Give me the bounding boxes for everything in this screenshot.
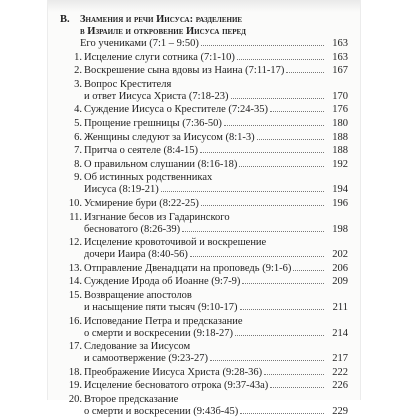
entry-title: Воскрешение сына вдовы из Наина (7:11-17) <box>84 65 285 77</box>
entry-title: Преображение Иисуса Христа (9:28-36) <box>84 366 263 378</box>
dot-leader <box>161 191 324 192</box>
book-page <box>48 0 360 417</box>
dot-leader <box>231 98 324 99</box>
toc-entry <box>48 341 360 365</box>
table-of-contents <box>48 14 360 418</box>
entry-number: 9. <box>74 172 82 184</box>
entry-last-line <box>84 406 360 418</box>
entry-title: Исцеление слуги сотника (7:1-10) <box>84 51 235 63</box>
toc-entry <box>48 52 360 64</box>
page-number: 194 <box>332 184 348 196</box>
entry-number: 13. <box>68 262 82 274</box>
entry-number: 8. <box>74 158 82 170</box>
entry-number: 4. <box>74 104 82 116</box>
dot-leader <box>240 413 324 414</box>
toc-entry <box>48 237 360 261</box>
entry-last-line <box>84 367 360 379</box>
page-number: 170 <box>332 90 348 102</box>
entry-number: 2. <box>74 65 82 77</box>
page-number: 211 <box>332 301 348 313</box>
toc-entry <box>48 290 360 314</box>
page-number: 209 <box>332 276 348 288</box>
dot-leader <box>264 374 324 375</box>
page-number: 229 <box>332 405 348 417</box>
page-number: 226 <box>332 380 348 392</box>
dot-leader <box>237 59 324 60</box>
dot-leader <box>270 387 324 388</box>
entry-last-line <box>84 328 360 340</box>
dot-leader <box>201 45 324 46</box>
entry-last-line <box>84 184 360 196</box>
toc-entry <box>48 65 360 77</box>
dot-leader <box>201 205 324 206</box>
page-number: 217 <box>332 353 348 365</box>
toc-entry <box>48 118 360 130</box>
dot-leader <box>182 231 324 232</box>
entry-title-line: Следование за Иисусом <box>84 341 191 353</box>
page-number: 214 <box>332 327 348 339</box>
toc-entry <box>48 380 360 392</box>
entry-last-line <box>84 276 360 288</box>
toc-entry <box>48 159 360 171</box>
entry-title-line: Возвращение апостолов <box>84 289 192 301</box>
page-number: 167 <box>332 65 348 77</box>
page-number: 180 <box>332 117 348 129</box>
entry-title: Отправление Двенадцати на проповедь (9:1-6) <box>84 262 292 274</box>
toc-entry <box>48 104 360 116</box>
toc-entry <box>48 145 360 157</box>
entry-number: 19. <box>68 380 82 392</box>
page-number: 188 <box>332 145 348 157</box>
dot-leader <box>235 335 324 336</box>
page-number: 202 <box>332 249 348 261</box>
entry-number: 7. <box>74 145 82 157</box>
page-number: 198 <box>332 223 348 235</box>
toc-entry <box>48 212 360 236</box>
entry-title: Суждение Иисуса о Крестителе (7:24-35) <box>84 104 269 116</box>
section-title-line: в Израиле и откровение Иисуса перед <box>80 26 246 37</box>
entry-title-line: Второе предсказание <box>84 393 179 405</box>
entry-title-line: Об истинных родственниках <box>84 172 213 184</box>
previous-page-bleed <box>48 0 360 12</box>
section-heading <box>48 14 360 50</box>
toc-entry <box>48 367 360 379</box>
entry-number: 18. <box>68 366 82 378</box>
entry-last-line <box>84 118 360 130</box>
dot-leader <box>257 139 324 140</box>
entry-title: и насыщение пяти тысяч (9:10-17) <box>84 301 238 313</box>
toc-entry <box>48 276 360 288</box>
entry-title: Женщины следуют за Иисусом (8:1-3) <box>84 131 255 143</box>
entry-title-line: Изгнание бесов из Гадаринского <box>84 211 230 223</box>
entry-number: 12. <box>68 237 82 249</box>
entry-last-line <box>84 159 360 171</box>
page-number: 163 <box>332 51 348 63</box>
entry-title: Усмирение бури (8:22-25) <box>84 197 199 209</box>
section-title-text: Его учениками (7:1 – 9:50) <box>80 38 199 49</box>
section-title-line: Знамения и речи Иисуса: разделение <box>80 14 243 25</box>
entry-title: о смерти и воскресении (9:43б-45) <box>84 405 239 417</box>
entry-last-line <box>84 263 360 275</box>
entry-last-line <box>84 198 360 210</box>
entry-title: Прощение грешницы (7:36-50) <box>84 117 222 129</box>
section-title-last-line <box>80 38 360 50</box>
dot-leader <box>239 166 324 167</box>
entry-title: бесноватого (8:26-39) <box>84 223 181 235</box>
dot-leader <box>210 360 324 361</box>
section-number: B. <box>60 14 70 25</box>
entry-last-line <box>84 302 360 314</box>
entry-last-line <box>84 104 360 116</box>
dot-leader <box>240 309 325 310</box>
entry-title: и самоотвержение (9:23-27) <box>84 353 209 365</box>
entry-title: Притча о сеятеле (8:4-15) <box>84 145 198 157</box>
entry-last-line <box>84 380 360 392</box>
entry-list <box>48 52 360 418</box>
entry-title: о смерти и воскресении (9:18-27) <box>84 327 233 339</box>
entry-last-line <box>84 52 360 64</box>
entry-title: дочери Иаира (8:40-56) <box>84 249 188 261</box>
entry-number: 16. <box>68 315 82 327</box>
entry-last-line <box>84 91 360 103</box>
entry-number: 11. <box>69 211 82 223</box>
entry-number: 5. <box>74 117 82 129</box>
page-number: 222 <box>332 366 348 378</box>
entry-number: 6. <box>74 131 82 143</box>
entry-title: и ответ Иисуса Христа (7:18-23) <box>84 90 229 102</box>
dot-leader <box>270 111 324 112</box>
entry-number: 1. <box>74 51 82 63</box>
entry-title: Иисуса (8:19-21) <box>84 184 159 196</box>
dot-leader <box>200 152 324 153</box>
entry-title: Суждение Ирода об Иоанне (9:7-9) <box>84 276 241 288</box>
toc-entry <box>48 198 360 210</box>
entry-last-line <box>84 132 360 144</box>
dot-leader <box>190 256 324 257</box>
entry-number: 15. <box>68 289 82 301</box>
entry-number: 20. <box>68 393 82 405</box>
entry-title-line: Исцеление кровоточивой и воскрешение <box>84 237 267 249</box>
entry-number: 10. <box>68 197 82 209</box>
dot-leader <box>286 72 324 73</box>
entry-last-line <box>84 224 360 236</box>
entry-title: О правильном слушании (8:16-18) <box>84 158 238 170</box>
toc-entry <box>48 79 360 103</box>
page-number: 176 <box>332 104 348 116</box>
page-number: 163 <box>332 38 348 49</box>
toc-entry <box>48 132 360 144</box>
entry-number: 3. <box>74 78 82 90</box>
toc-entry <box>48 394 360 418</box>
toc-entry <box>48 316 360 340</box>
dot-leader <box>293 270 324 271</box>
entry-title-line: Вопрос Крестителя <box>84 78 172 90</box>
entry-title: Исцеление бесноватого отрока (9:37-43а) <box>84 380 269 392</box>
toc-entry <box>48 263 360 275</box>
entry-last-line <box>84 65 360 77</box>
entry-number: 17. <box>68 341 82 353</box>
entry-last-line <box>84 353 360 365</box>
page-number: 206 <box>332 262 348 274</box>
entry-last-line <box>84 249 360 261</box>
toc-entry <box>48 172 360 196</box>
entry-last-line <box>84 145 360 157</box>
page-number: 196 <box>332 197 348 209</box>
page-number: 192 <box>332 158 348 170</box>
dot-leader <box>224 125 324 126</box>
dot-leader <box>242 283 324 284</box>
page-number: 188 <box>332 131 348 143</box>
entry-number: 14. <box>68 276 82 288</box>
entry-title-line: Исповедание Петра и предсказание <box>84 315 243 327</box>
